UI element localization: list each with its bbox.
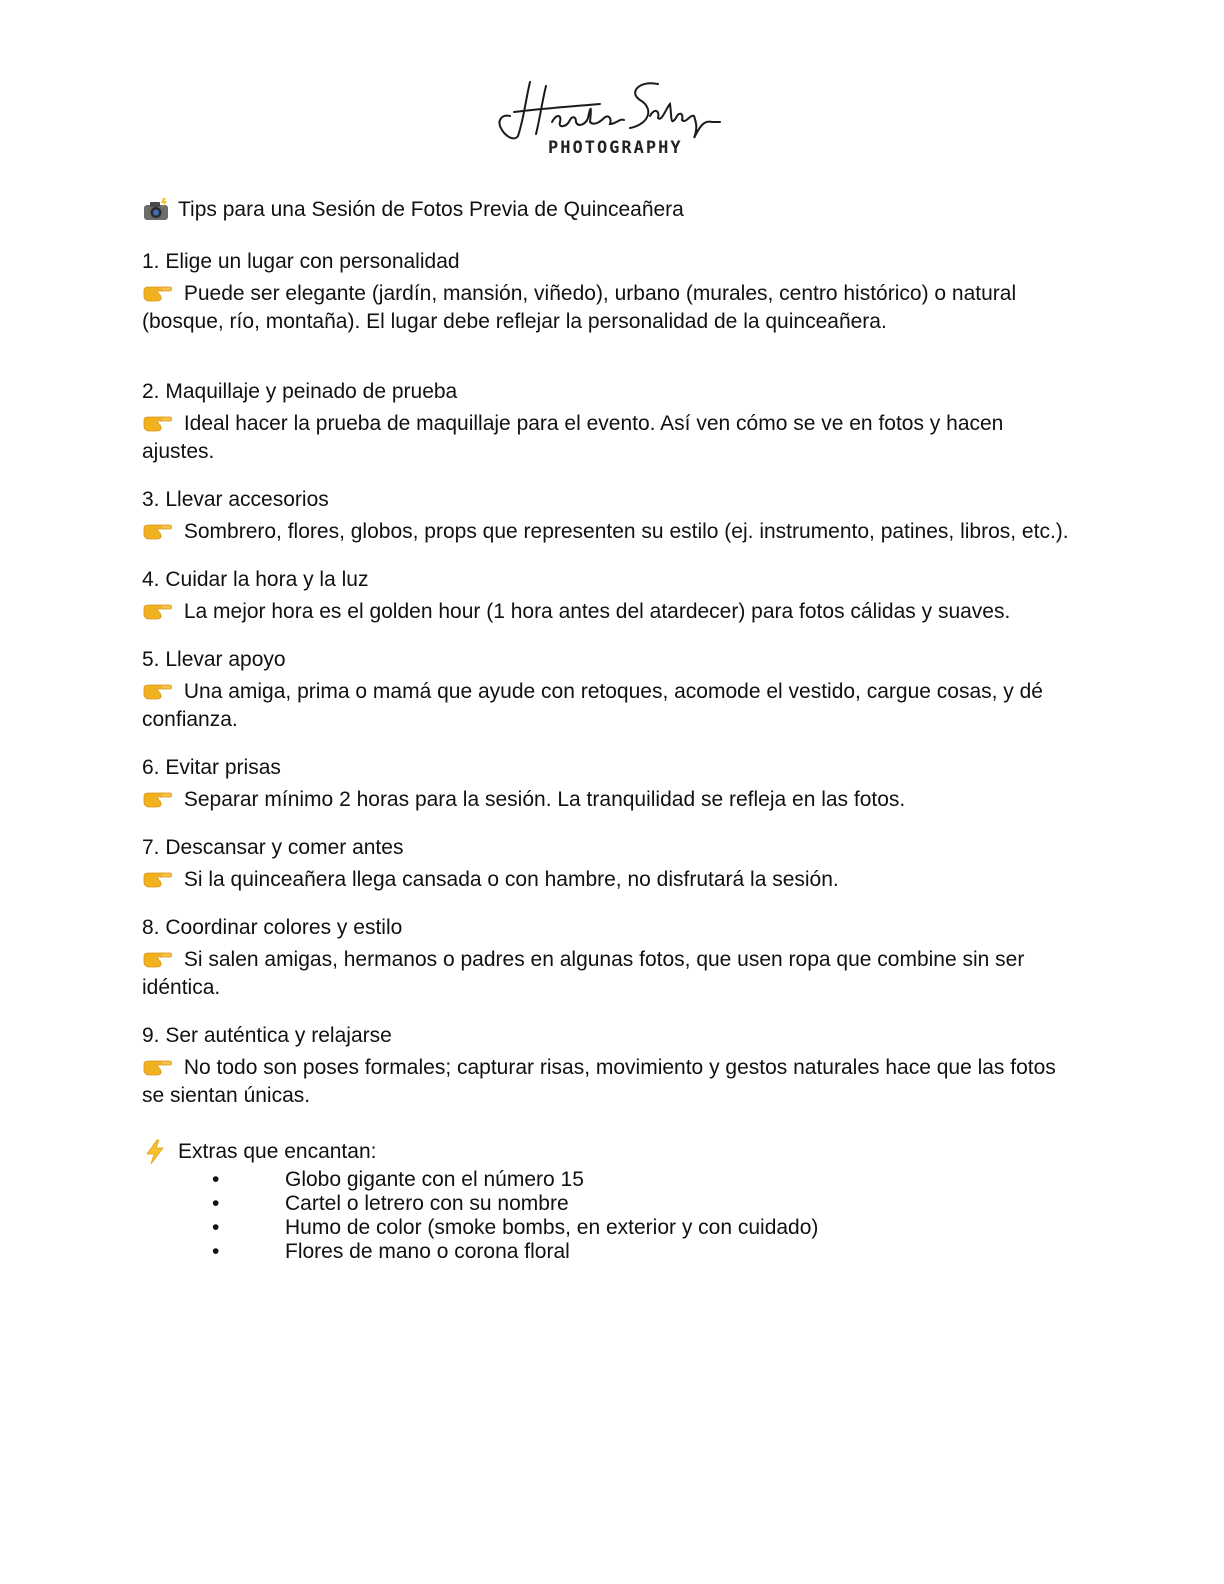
extras-item-text: Flores de mano o corona floral (285, 1240, 570, 1263)
tip-item (142, 914, 1072, 1002)
extras-heading: Extras que encantan: (178, 1140, 377, 1163)
extras-list (142, 1168, 1072, 1264)
extras-item-text: Cartel o letrero con su nombre (285, 1192, 569, 1215)
lightning-bolt-icon (142, 1139, 168, 1165)
tips-list (142, 248, 1072, 1110)
camera-flash-icon (142, 198, 170, 222)
tip-heading: 5. Llevar apoyo (142, 648, 286, 671)
pointing-hand-icon (142, 602, 172, 620)
bullet-marker: • (212, 1216, 220, 1239)
pointing-hand-icon (142, 682, 172, 700)
tip-body: Si la quinceañera llega cansada o con hambre, no disfrutará la sesión. (183, 868, 839, 891)
brand-logo (490, 78, 722, 162)
bullet-marker: • (212, 1240, 220, 1263)
bullet-marker: • (212, 1168, 220, 1191)
extras-section (142, 1138, 1072, 1264)
extras-list-item (142, 1216, 1072, 1240)
pointing-hand-icon (142, 414, 172, 432)
pointing-hand-icon (142, 1058, 172, 1076)
tip-body: Una amiga, prima o mamá que ayude con retoques, acomode el vestido, cargue cosas, y dé confianza. (142, 680, 1043, 731)
tip-body: Sombrero, flores, globos, props que representen su estilo (ej. instrumento, patines, libros, etc.). (183, 520, 1069, 543)
tip-item (142, 646, 1072, 734)
document-title-row (142, 196, 1072, 224)
tip-heading: 2. Maquillaje y peinado de prueba (142, 380, 458, 403)
extras-heading-row (142, 1138, 1072, 1166)
tip-body-row (142, 598, 1072, 626)
pointing-hand-icon (142, 284, 172, 302)
tip-body: Ideal hacer la prueba de maquillaje para el evento. Así ven cómo se ve en fotos y hacen ajustes. (142, 412, 1004, 463)
extras-item-text: Globo gigante con el número 15 (285, 1168, 584, 1191)
extras-item-text: Humo de color (smoke bombs, en exterior y con cuidado) (285, 1216, 819, 1239)
document-body (142, 196, 1072, 1264)
tip-body-row (142, 678, 1072, 734)
tip-item (142, 834, 1072, 894)
tip-heading: 4. Cuidar la hora y la luz (142, 568, 369, 591)
bullet-marker: • (212, 1192, 220, 1215)
tip-item (142, 378, 1072, 466)
tip-body-row (142, 786, 1072, 814)
pointing-hand-icon (142, 522, 172, 540)
tip-item (142, 754, 1072, 814)
tip-body: Puede ser elegante (jardín, mansión, viñedo), urbano (murales, centro histórico) o natural (bosque, río, montaña). El lugar debe reflejar la personalidad de la quinceañera. (142, 282, 1017, 333)
tip-body: No todo son poses formales; capturar risas, movimiento y gestos naturales hace que las fotos se sientan únicas. (142, 1056, 1056, 1107)
tip-body-row (142, 410, 1072, 466)
extras-list-item (142, 1192, 1072, 1216)
tip-body-row (142, 866, 1072, 894)
pointing-hand-icon (142, 870, 172, 888)
logo-subtitle: PHOTOGRAPHY (548, 138, 683, 158)
tip-item (142, 486, 1072, 546)
tip-body: Separar mínimo 2 horas para la sesión. La tranquilidad se refleja en las fotos. (183, 788, 906, 811)
tip-heading: 6. Evitar prisas (142, 756, 281, 779)
tip-heading: 7. Descansar y comer antes (142, 836, 404, 859)
tip-body: Si salen amigas, hermanos o padres en algunas fotos, que usen ropa que combine sin ser idéntica. (142, 948, 1025, 999)
tip-body-row (142, 1054, 1072, 1110)
extras-list-item (142, 1240, 1072, 1264)
tip-body-row (142, 280, 1072, 336)
tip-item (142, 566, 1072, 626)
pointing-hand-icon (142, 790, 172, 808)
tip-heading: 8. Coordinar colores y estilo (142, 916, 403, 939)
extras-list-item (142, 1168, 1072, 1192)
signature-logo-graphic (490, 78, 722, 140)
tip-heading: 1. Elige un lugar con personalidad (142, 250, 460, 273)
tip-item (142, 248, 1072, 336)
tip-body-row (142, 946, 1072, 1002)
tip-heading: 3. Llevar accesorios (142, 488, 329, 511)
tip-body-row (142, 518, 1072, 546)
tip-body: La mejor hora es el golden hour (1 hora antes del atardecer) para fotos cálidas y suaves. (183, 600, 1011, 623)
tip-heading: 9. Ser auténtica y relajarse (142, 1024, 392, 1047)
tip-item (142, 1022, 1072, 1110)
pointing-hand-icon (142, 950, 172, 968)
document-title: Tips para una Sesión de Fotos Previa de Quinceañera (178, 198, 684, 221)
